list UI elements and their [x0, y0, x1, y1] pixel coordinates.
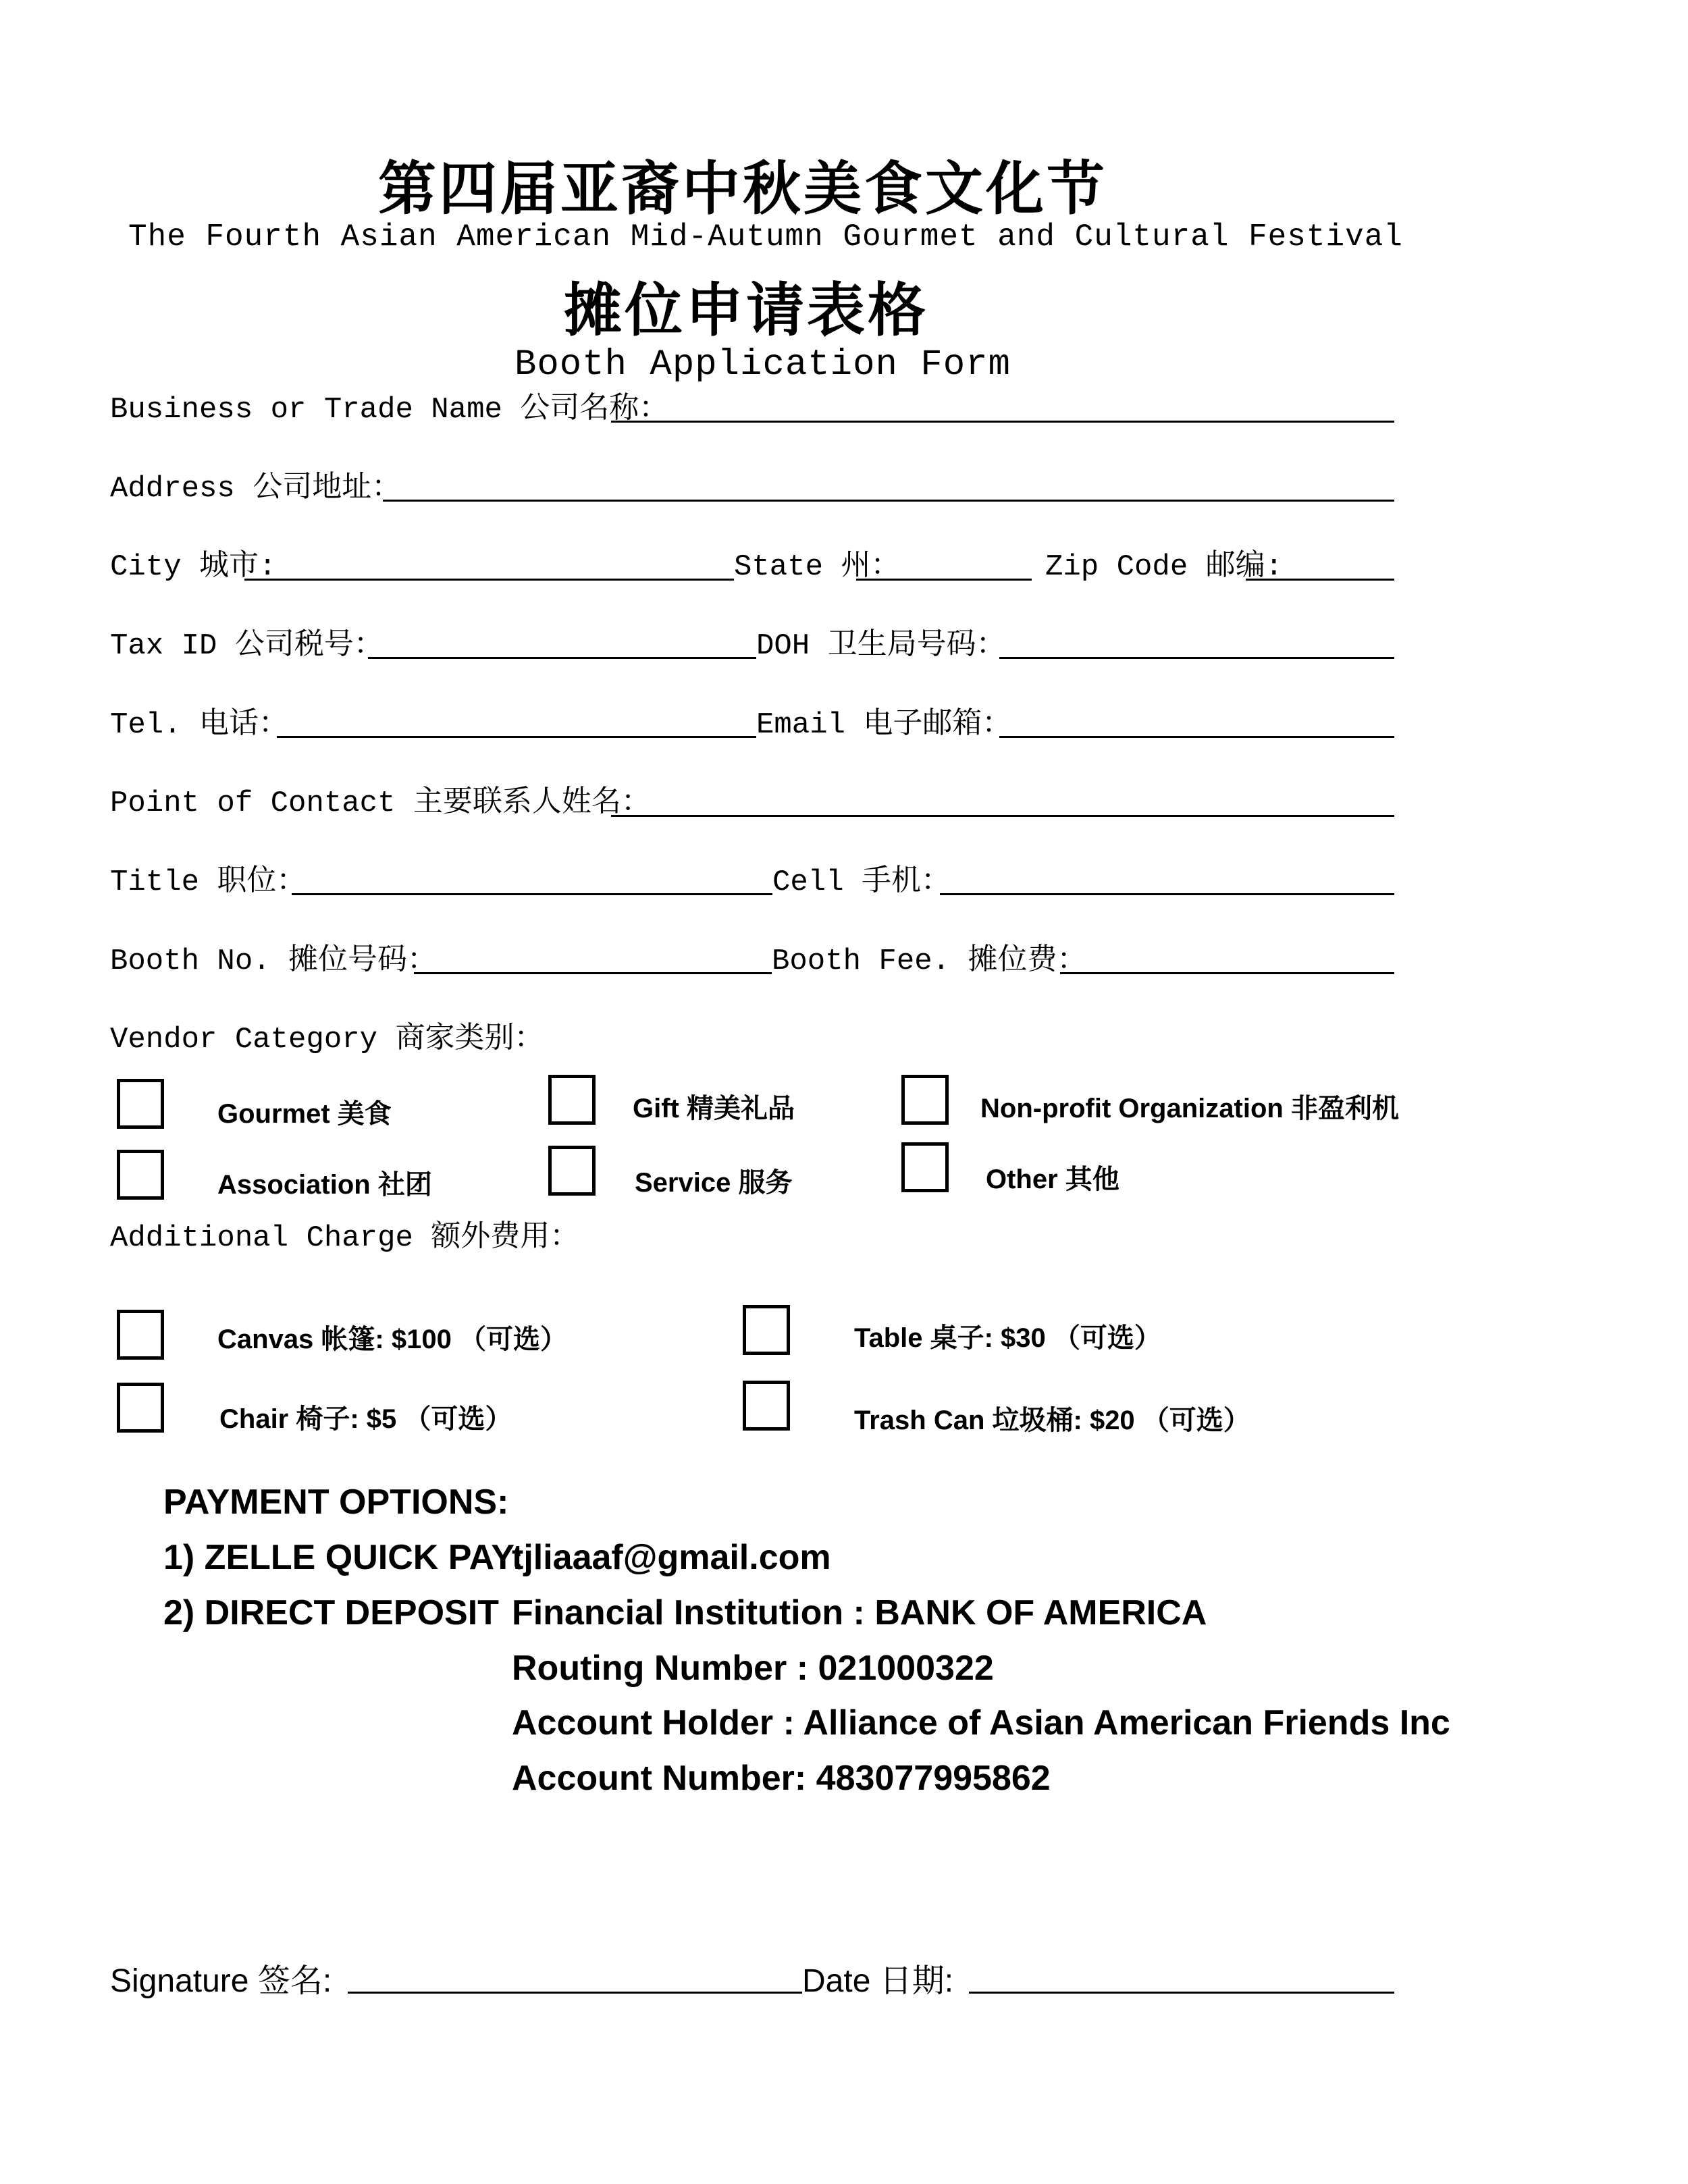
signature-field[interactable] [348, 1992, 802, 1994]
booth-fee-field[interactable] [1060, 972, 1394, 974]
city-label: City 城市: [110, 550, 277, 584]
vendor-category-heading: Vendor Category 商家类别： [110, 1023, 544, 1057]
service-label: Service 服务 [635, 1168, 793, 1198]
tel-label: Tel. 电话： [110, 708, 289, 742]
business-name-field[interactable] [611, 421, 1394, 423]
payment-options-heading: PAYMENT OPTIONS: [163, 1483, 509, 1522]
trash-can-checkbox[interactable] [743, 1381, 790, 1431]
zip-label: Zip Code 邮编: [1045, 550, 1284, 584]
direct-deposit-label: 2) DIRECT DEPOSIT [163, 1593, 499, 1632]
financial-institution: Financial Institution : BANK OF AMERICA [512, 1593, 1207, 1632]
address-field[interactable] [383, 500, 1394, 502]
routing-number: Routing Number : 021000322 [512, 1649, 994, 1688]
additional-charge-heading: Additional Charge 额外费用： [110, 1221, 580, 1255]
zelle-email: tjliaaaf@gmail.com [512, 1538, 831, 1577]
table-checkbox[interactable] [743, 1305, 790, 1355]
tax-id-field[interactable] [368, 657, 756, 659]
state-label: State 州： [734, 550, 901, 584]
table-label: Table 桌子: $30 （可选） [854, 1323, 1161, 1353]
state-field[interactable] [856, 579, 1032, 581]
trash-can-label: Trash Can 垃圾桶: $20 （可选） [854, 1406, 1250, 1435]
tax-id-label: Tax ID 公司税号： [110, 629, 384, 663]
association-checkbox[interactable] [117, 1150, 164, 1200]
contact-field[interactable] [611, 815, 1394, 817]
booth-no-label: Booth No. 摊位号码： [110, 944, 438, 978]
service-checkbox[interactable] [548, 1146, 596, 1196]
contact-label: Point of Contact 主要联系人姓名： [110, 787, 651, 820]
canvas-label: Canvas 帐篷: $100 （可选） [217, 1325, 567, 1354]
tel-field[interactable] [277, 736, 756, 738]
city-field[interactable] [244, 579, 734, 581]
form-title-cn: 摊位申请表格 [564, 276, 928, 344]
title-field[interactable] [292, 893, 772, 895]
gourmet-checkbox[interactable] [117, 1079, 164, 1129]
other-checkbox[interactable] [901, 1142, 949, 1192]
chair-checkbox[interactable] [117, 1383, 164, 1433]
email-label: Email 电子邮箱： [756, 708, 1012, 742]
cell-field[interactable] [940, 893, 1394, 895]
gift-checkbox[interactable] [548, 1075, 596, 1125]
business-name-label: Business or Trade Name 公司名称： [110, 393, 669, 427]
address-label: Address 公司地址： [110, 472, 402, 506]
doh-label: DOH 卫生局号码： [756, 629, 1006, 663]
booth-no-field[interactable] [414, 972, 772, 974]
title-cn: 第四届亚裔中秋美食文化节 [378, 155, 1107, 223]
zelle-label: 1) ZELLE QUICK PAY: [163, 1538, 524, 1577]
account-number: Account Number: 483077995862 [512, 1759, 1051, 1798]
zip-field[interactable] [1246, 579, 1394, 581]
account-holder: Account Holder : Alliance of Asian American Friends Inc [512, 1703, 1450, 1742]
cell-label: Cell 手机： [772, 865, 951, 899]
title-label: Title 职位： [110, 865, 307, 899]
canvas-checkbox[interactable] [117, 1310, 164, 1360]
form-title-en: Booth Application Form [515, 344, 1011, 385]
booth-fee-label: Booth Fee. 摊位费： [772, 944, 1087, 978]
association-label: Association 社团 [217, 1170, 432, 1200]
other-label: Other 其他 [986, 1165, 1119, 1194]
date-label: Date 日期: [802, 1963, 954, 1999]
doh-field[interactable] [999, 657, 1394, 659]
gift-label: Gift 精美礼品 [633, 1094, 795, 1123]
signature-label: Signature 签名: [110, 1963, 332, 1999]
nonprofit-label: Non-profit Organization 非盈利机 [980, 1094, 1399, 1123]
gourmet-label: Gourmet 美食 [217, 1099, 392, 1129]
date-field[interactable] [969, 1992, 1394, 1994]
title-en: The Fourth Asian American Mid-Autumn Gourmet and Cultural Festival [128, 219, 1403, 255]
nonprofit-checkbox[interactable] [901, 1075, 949, 1125]
chair-label: Chair 椅子: $5 （可选） [219, 1404, 512, 1434]
email-field[interactable] [999, 736, 1394, 738]
